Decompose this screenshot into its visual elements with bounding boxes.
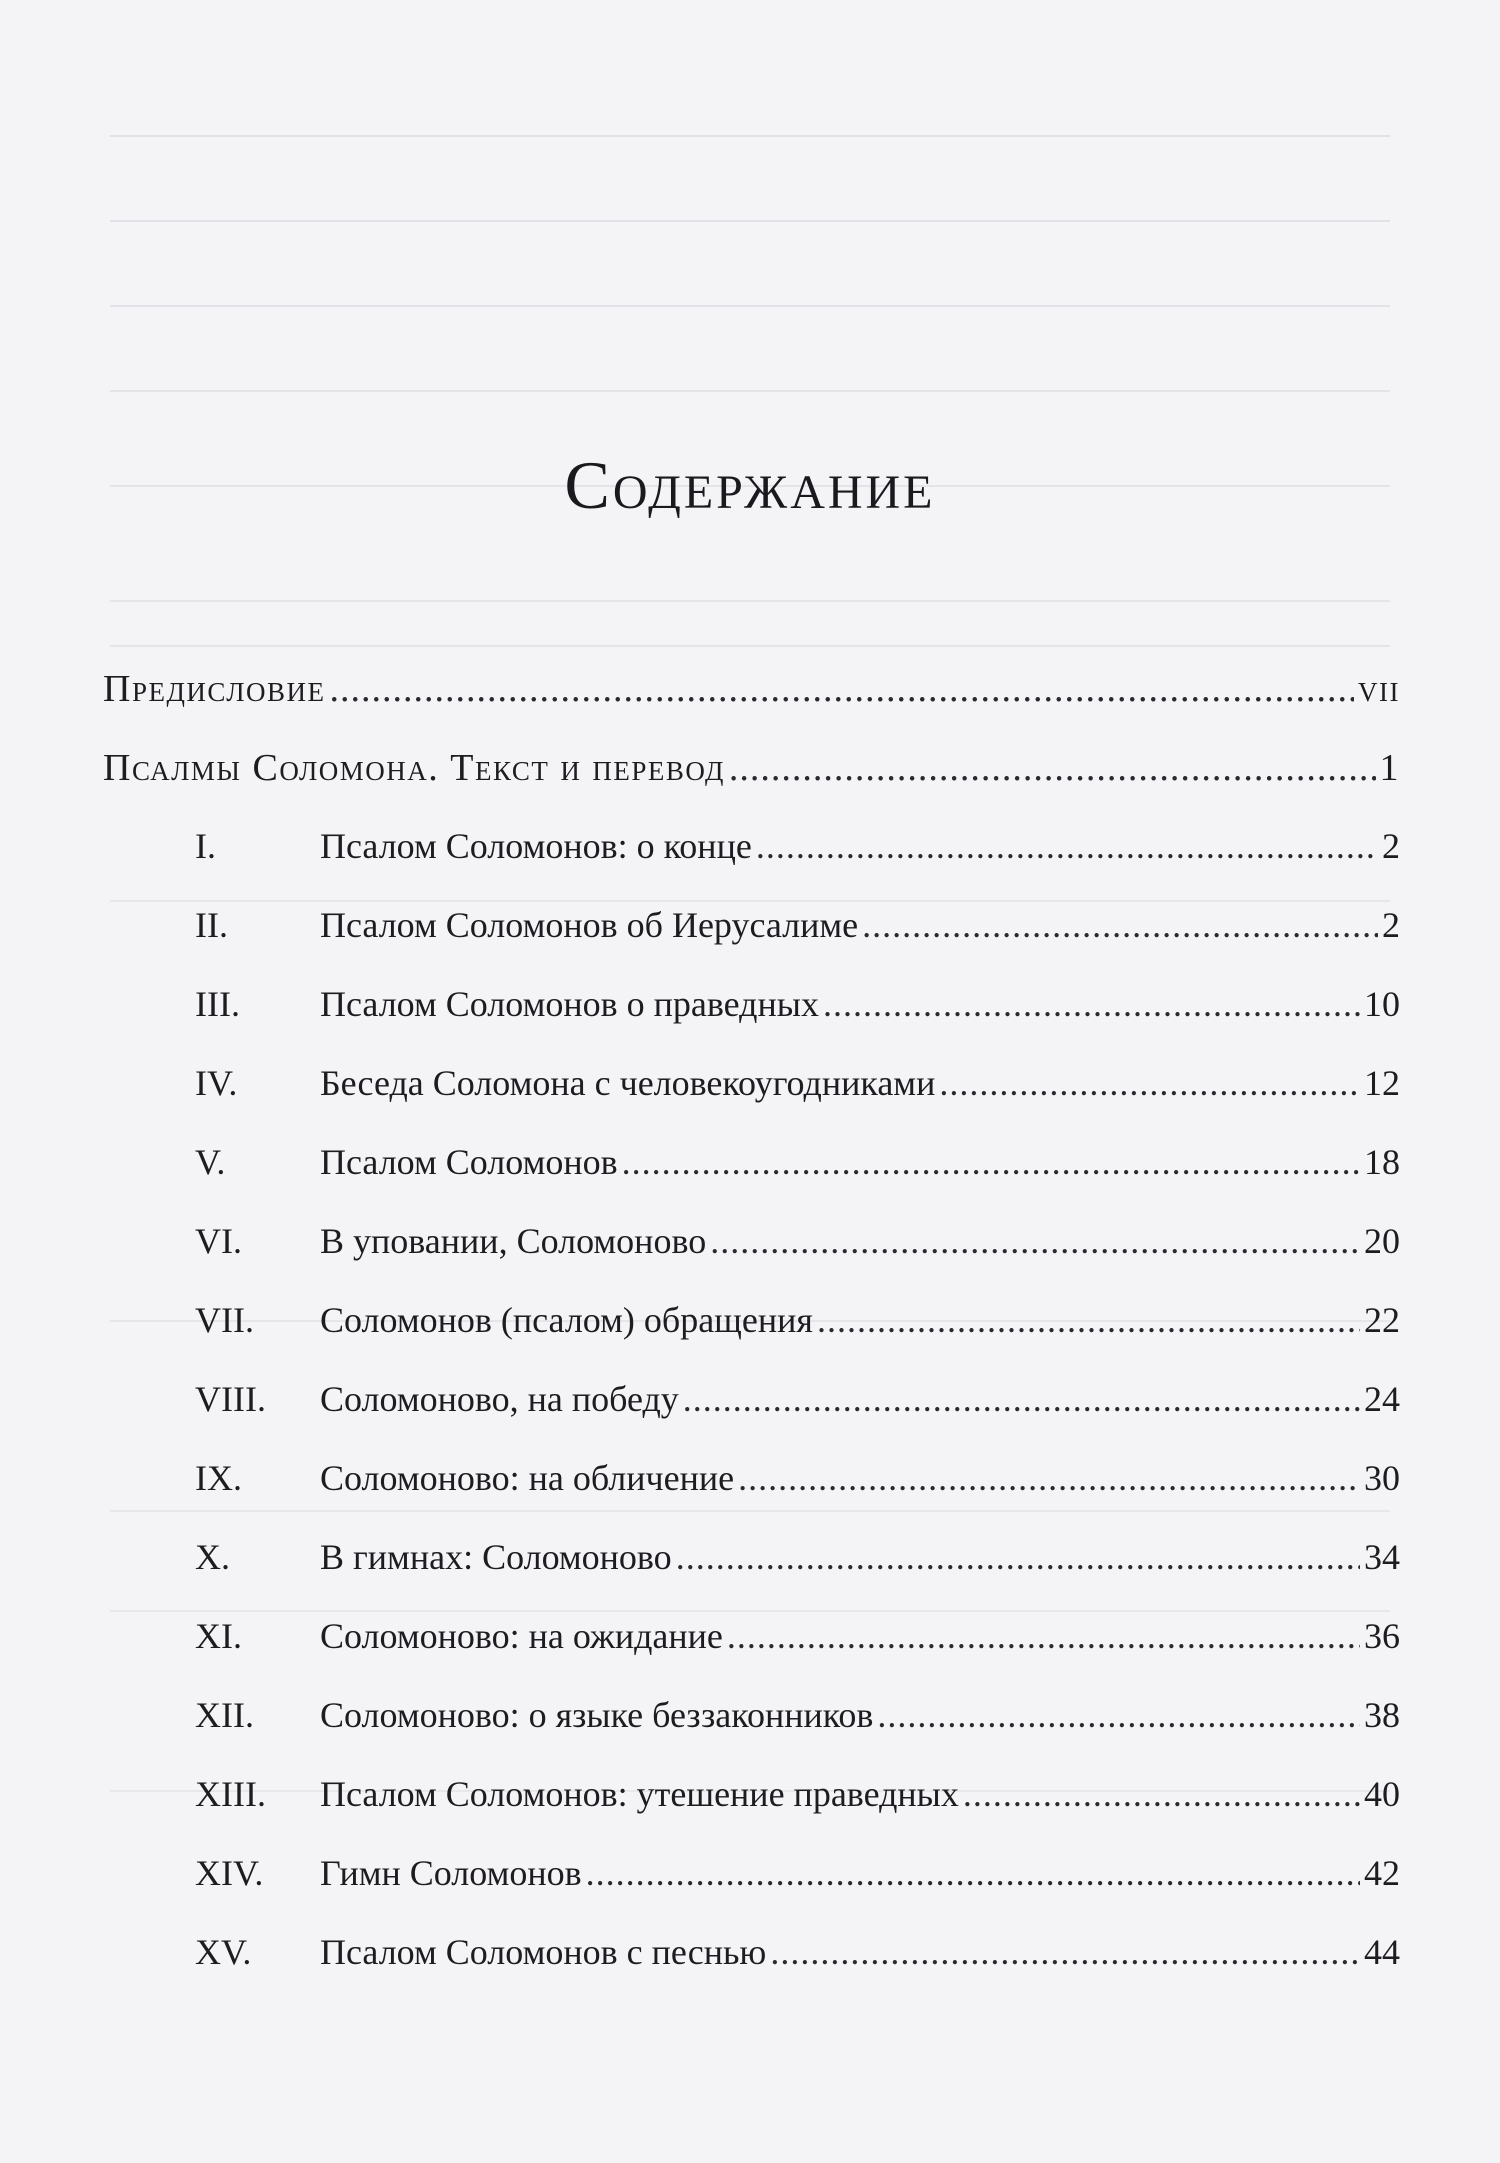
toc-entry-page: 22 <box>1364 1300 1400 1340</box>
toc-entry-page: 30 <box>1364 1458 1400 1498</box>
toc-entry-number: X. <box>195 1537 230 1577</box>
toc-entry-page: 1 <box>1379 747 1400 789</box>
leader-dots <box>710 1223 1360 1259</box>
toc-entry[interactable] <box>103 1302 1400 1381</box>
toc-entry-page: vii <box>1358 668 1400 710</box>
toc-entry[interactable] <box>103 1381 1400 1460</box>
toc-entry-label: Соломонов (псалом) обращения <box>320 1300 813 1340</box>
toc-entry-number: II. <box>195 905 228 945</box>
toc-entry-label: Псалом Соломонов с песнью <box>320 1932 767 1972</box>
toc-entry-page: 2 <box>1382 905 1400 945</box>
toc-entry-page: 20 <box>1364 1221 1400 1261</box>
leader-dots <box>817 1302 1360 1338</box>
toc-entry-number: V. <box>195 1142 226 1182</box>
toc-entry[interactable] <box>103 1460 1400 1539</box>
toc-entry[interactable] <box>103 1144 1400 1223</box>
toc-entry-label: Гимн Соломонов <box>320 1853 582 1893</box>
toc-entry[interactable] <box>103 1539 1400 1618</box>
toc-entry-number: I. <box>195 826 216 866</box>
toc-entry-label: Псалом Соломонов: о конце <box>320 826 752 866</box>
toc-entry-number: XIV. <box>195 1853 264 1893</box>
leader-dots <box>877 1697 1360 1733</box>
toc-entry[interactable] <box>103 1934 1400 2013</box>
toc-entry[interactable] <box>103 907 1400 986</box>
toc-entry-number: VIII. <box>195 1379 266 1419</box>
page-title: Содержание <box>564 446 936 523</box>
toc-entry-number: XIII. <box>195 1774 266 1814</box>
leader-dots <box>683 1381 1360 1417</box>
toc-entry-page: 34 <box>1364 1537 1400 1577</box>
toc-entry[interactable] <box>103 1697 1400 1776</box>
toc-entry-label: Соломоново: о языке беззаконников <box>320 1695 874 1735</box>
leader-dots <box>862 907 1378 943</box>
toc-entry-number: XV. <box>195 1932 252 1972</box>
leader-dots <box>586 1855 1360 1891</box>
toc-entry-page: 36 <box>1364 1616 1400 1656</box>
toc-entry-label: В уповании, Соломоново <box>320 1221 707 1261</box>
toc-entry-label: Соломоново, на победу <box>320 1379 679 1419</box>
toc-entry-page: 2 <box>1382 826 1400 866</box>
toc-entry-page: 44 <box>1364 1932 1400 1972</box>
toc-entry-label: Псалом Соломонов: утешение праведных <box>320 1774 959 1814</box>
toc-entry-page: 24 <box>1364 1379 1400 1419</box>
leader-dots <box>823 986 1360 1022</box>
toc-entry-label: Предисловие <box>103 668 326 710</box>
toc-entry[interactable] <box>103 1065 1400 1144</box>
toc-entry-label: Соломоново: на обличение <box>320 1458 735 1498</box>
toc-entry[interactable] <box>103 986 1400 1065</box>
leader-dots <box>756 828 1378 864</box>
toc-entry-label: Соломоново: на ожидание <box>320 1616 723 1656</box>
toc-entry-page: 18 <box>1364 1142 1400 1182</box>
toc-entry-preface[interactable] <box>103 670 1400 749</box>
leader-dots <box>939 1065 1360 1101</box>
toc-entry-page: 42 <box>1364 1853 1400 1893</box>
toc-entry-page: 38 <box>1364 1695 1400 1735</box>
leader-dots <box>963 1776 1360 1812</box>
toc-entry-number: IX. <box>195 1458 242 1498</box>
toc-entry-number: XII. <box>195 1695 254 1735</box>
toc-entry-label: Псалом Соломонов о праведных <box>320 984 819 1024</box>
leader-dots <box>676 1539 1360 1575</box>
table-of-contents <box>103 670 1400 2013</box>
toc-entry-label: В гимнах: Соломоново <box>320 1537 672 1577</box>
toc-entry[interactable] <box>103 1223 1400 1302</box>
toc-entry-label: Псалом Соломонов <box>320 1142 618 1182</box>
toc-entry-label: Псалом Соломонов об Иерусалиме <box>320 905 859 945</box>
toc-entry-number: XI. <box>195 1616 242 1656</box>
leader-dots <box>727 1618 1360 1654</box>
leader-dots <box>770 1934 1360 1970</box>
leader-dots <box>330 670 1355 708</box>
toc-entry-label: Псалмы Соломона. Текст и перевод <box>103 747 725 789</box>
toc-entry-number: VII. <box>195 1300 254 1340</box>
toc-entry-page: 40 <box>1364 1774 1400 1814</box>
toc-entry-number: VI. <box>195 1221 242 1261</box>
toc-entry[interactable] <box>103 1855 1400 1934</box>
toc-entry-number: IV. <box>195 1063 238 1103</box>
toc-entry-page: 12 <box>1364 1063 1400 1103</box>
toc-entry[interactable] <box>103 1618 1400 1697</box>
toc-entry-page: 10 <box>1364 984 1400 1024</box>
toc-entry[interactable] <box>103 828 1400 907</box>
leader-dots <box>729 749 1376 787</box>
toc-entry-number: III. <box>195 984 240 1024</box>
toc-entry-label: Беседа Соломона с человекоугодниками <box>320 1063 936 1103</box>
leader-dots <box>738 1460 1360 1496</box>
toc-entry[interactable] <box>103 1776 1400 1855</box>
toc-entry-psalms[interactable] <box>103 749 1400 828</box>
leader-dots <box>622 1144 1360 1180</box>
